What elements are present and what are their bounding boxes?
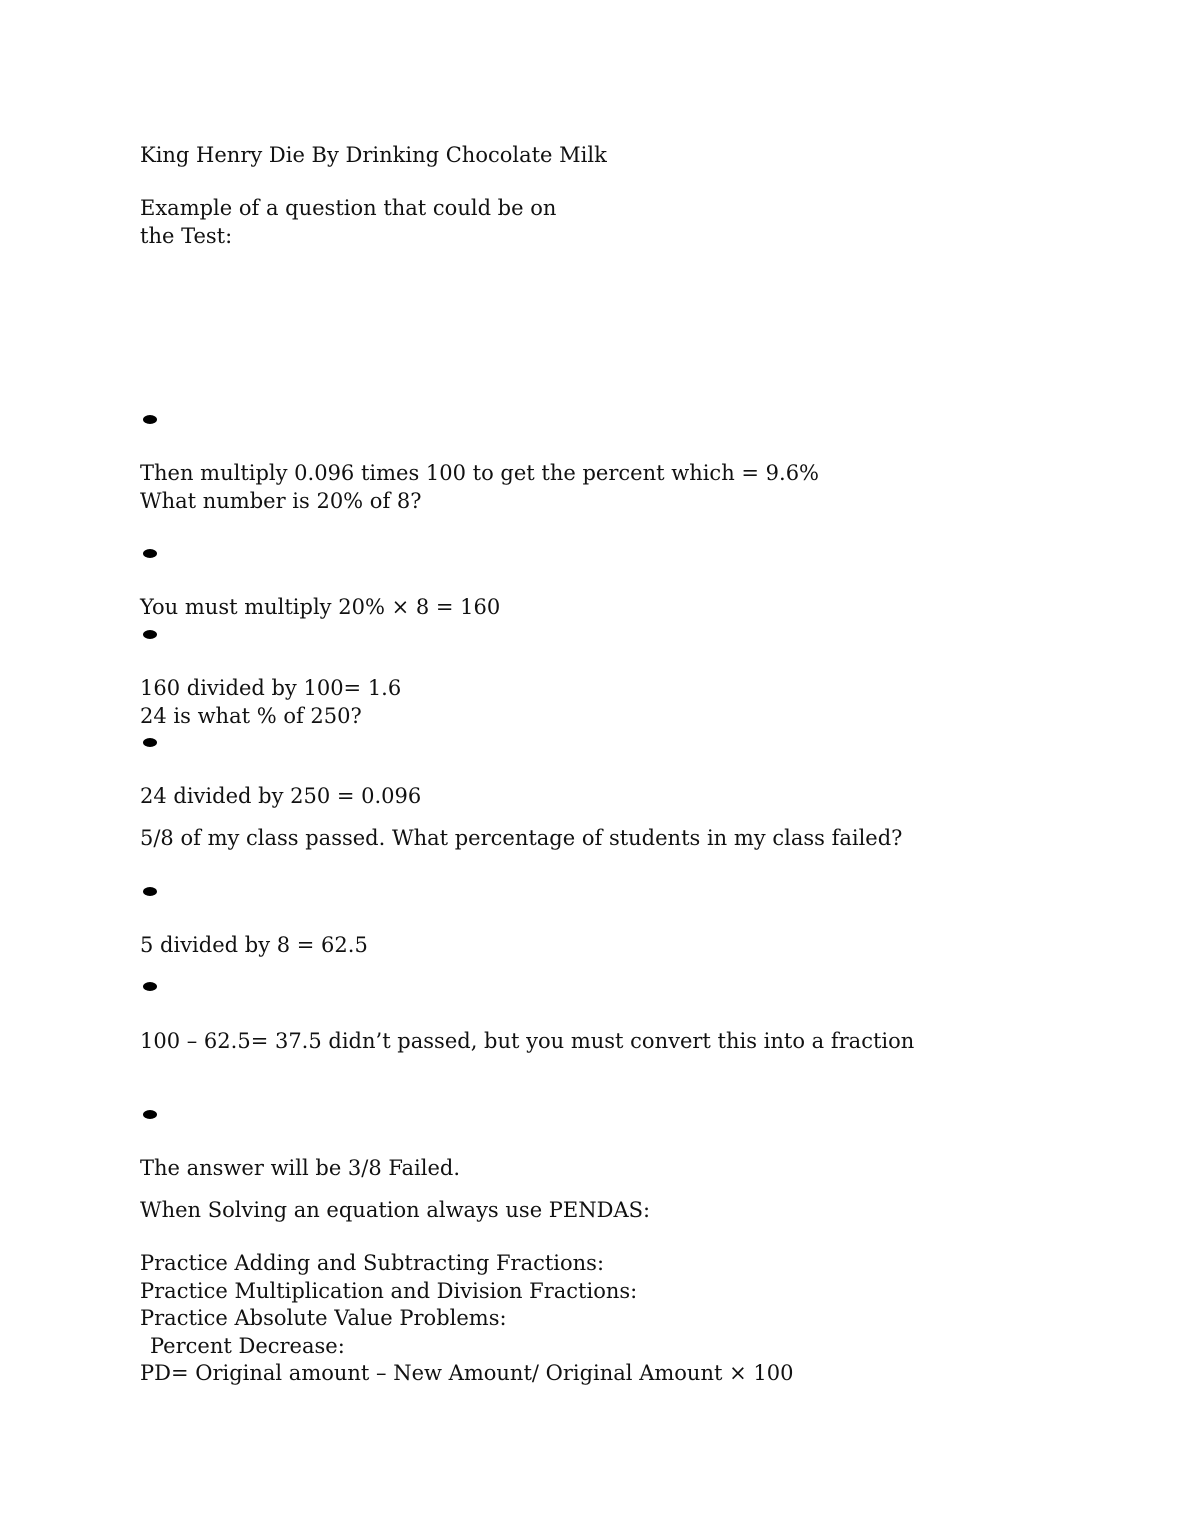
percent-decrease-formula: PD= Original amount – New Amount/ Original Amount × 100: [140, 1361, 794, 1385]
mnemonic-heading: King Henry Die By Drinking Chocolate Milk: [140, 143, 607, 167]
percent-decrease-heading: Percent Decrease:: [150, 1334, 345, 1358]
bullet-4: [143, 738, 157, 747]
divide-5-by-8-line: 5 divided by 8 = 62.5: [140, 933, 368, 957]
subtract-62-5-line: 100 – 62.5= 37.5 didn’t passed, but you must convert this into a fraction: [140, 1029, 915, 1053]
pendas-note: When Solving an equation always use PENDAS:: [140, 1198, 651, 1222]
example-intro-line-2: the Test:: [140, 224, 233, 248]
bullet-1: [143, 415, 157, 424]
practice-adding-subtracting: Practice Adding and Subtracting Fractions:: [140, 1251, 605, 1275]
example-intro-line-1: Example of a question that could be on: [140, 196, 557, 220]
divide-160-line: 160 divided by 100= 1.6: [140, 676, 402, 700]
bullet-5: [143, 887, 157, 896]
bullet-2: [143, 549, 157, 558]
multiply-20-percent-line: You must multiply 20% × 8 = 160: [140, 595, 501, 619]
practice-multiplication-division: Practice Multiplication and Division Fractions:: [140, 1279, 638, 1303]
bullet-6: [143, 982, 157, 991]
question-24-of-250: 24 is what % of 250?: [140, 704, 362, 728]
bullet-3: [143, 630, 157, 639]
divide-24-by-250-line: 24 divided by 250 = 0.096: [140, 784, 422, 808]
multiply-percent-line: Then multiply 0.096 times 100 to get the percent which = 9.6%: [140, 461, 820, 485]
practice-absolute-value: Practice Absolute Value Problems:: [140, 1306, 507, 1330]
answer-3-8-failed: The answer will be 3/8 Failed.: [140, 1156, 461, 1180]
question-20-percent-of-8: What number is 20% of 8?: [140, 489, 422, 513]
question-class-passed: 5/8 of my class passed. What percentage of students in my class failed?: [140, 826, 903, 850]
bullet-7: [143, 1110, 157, 1119]
